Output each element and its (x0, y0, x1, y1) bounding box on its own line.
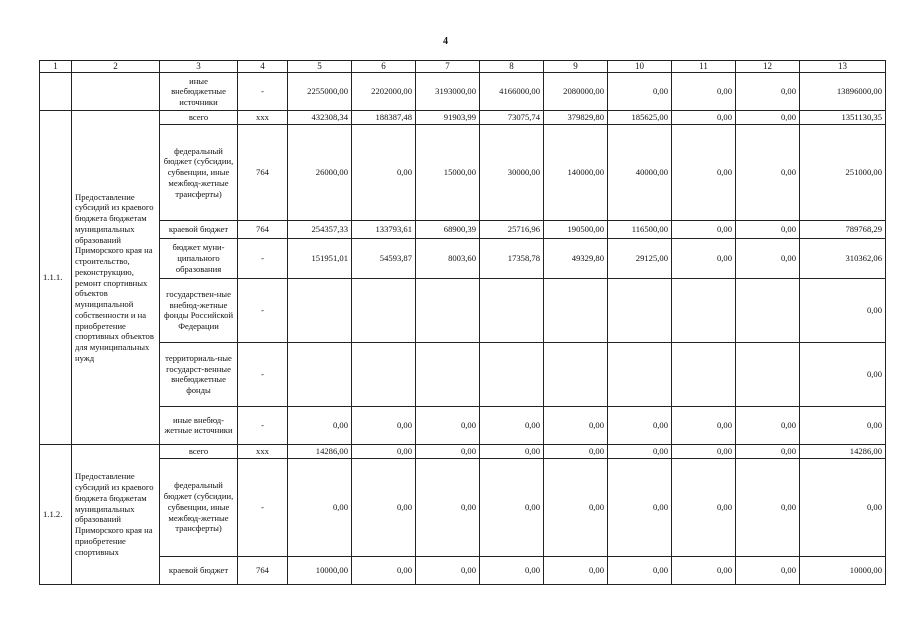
amount-cell: 26000,00 (288, 124, 352, 220)
table-row (40, 124, 886, 220)
funding-source: бюджет муни-ципального образования (160, 238, 238, 278)
name-cell-empty (72, 73, 160, 111)
amount-cell: 116500,00 (608, 220, 672, 238)
amount-cell: 0,00 (672, 220, 736, 238)
amount-cell: 0,00 (416, 444, 480, 458)
amount-cell: 0,00 (288, 458, 352, 556)
item-code: 1.1.1. (40, 111, 72, 445)
amount-cell: 251000,00 (800, 124, 886, 220)
amount-cell: 14286,00 (288, 444, 352, 458)
amount-cell: 310362,06 (800, 238, 886, 278)
amount-cell: 0,00 (672, 238, 736, 278)
amount-cell (352, 278, 416, 342)
funding-source: государствен-ные внебюд-жетные фонды Российской Федерации (160, 278, 238, 342)
amount-cell: 15000,00 (416, 124, 480, 220)
amount-cell (672, 342, 736, 406)
table-row (40, 73, 886, 111)
amount-cell: 379829,80 (544, 111, 608, 125)
amount-cell: 133793,61 (352, 220, 416, 238)
amount-cell: 0,00 (672, 556, 736, 584)
header-cell: 11 (672, 61, 736, 73)
kbk-code: 764 (238, 124, 288, 220)
amount-cell: 29125,00 (608, 238, 672, 278)
amount-cell: 0,00 (480, 444, 544, 458)
table-row (40, 458, 886, 556)
amount-cell: 8003,60 (416, 238, 480, 278)
amount-cell: 30000,00 (480, 124, 544, 220)
amount-cell: 185625,00 (608, 111, 672, 125)
amount-cell: 40000,00 (608, 124, 672, 220)
amount-cell: 0,00 (416, 556, 480, 584)
header-cell: 12 (736, 61, 800, 73)
amount-cell (288, 278, 352, 342)
kbk-code: ххх (238, 111, 288, 125)
amount-cell: 17358,78 (480, 238, 544, 278)
amount-cell: 0,00 (352, 556, 416, 584)
amount-cell: 2202000,00 (352, 73, 416, 111)
amount-cell (672, 278, 736, 342)
amount-cell: 0,00 (672, 124, 736, 220)
amount-cell: 3193000,00 (416, 73, 480, 111)
header-cell: 8 (480, 61, 544, 73)
kbk-code: - (238, 73, 288, 111)
amount-cell: 0,00 (544, 444, 608, 458)
amount-cell: 188387,48 (352, 111, 416, 125)
header-cell: 4 (238, 61, 288, 73)
amount-cell: 432308,34 (288, 111, 352, 125)
amount-cell: 254357,33 (288, 220, 352, 238)
item-name: Предоставление субсидий из краевого бюджета бюджетам муниципальных образований Приморского края на строительство, реконструкцию, ремонт спортивных объектов муниципальной собственности и на приобретение спортивных объектов для муниципальных нужд (72, 111, 160, 445)
amount-cell (480, 278, 544, 342)
item-name: Предоставление субсидий из краевого бюджета бюджетам муниципальных образований Приморского края на приобретение спортивных (72, 444, 160, 584)
amount-cell: 789768,29 (800, 220, 886, 238)
amount-cell (736, 342, 800, 406)
header-cell: 5 (288, 61, 352, 73)
funding-source: территориаль-ные государст-венные внебюджетные фонды (160, 342, 238, 406)
amount-cell: 0,00 (480, 458, 544, 556)
amount-cell: 0,00 (608, 73, 672, 111)
table-row (40, 342, 886, 406)
amount-cell: 10000,00 (288, 556, 352, 584)
amount-cell: 49329,80 (544, 238, 608, 278)
amount-cell: 0,00 (736, 458, 800, 556)
amount-cell: 0,00 (544, 556, 608, 584)
amount-cell: 68900,39 (416, 220, 480, 238)
amount-cell: 0,00 (672, 444, 736, 458)
amount-cell (480, 342, 544, 406)
kbk-code: - (238, 342, 288, 406)
table-row (40, 278, 886, 342)
amount-cell: 0,00 (608, 458, 672, 556)
code-cell-empty (40, 73, 72, 111)
amount-cell: 91903,99 (416, 111, 480, 125)
amount-cell: 0,00 (672, 458, 736, 556)
funding-source: всего (160, 444, 238, 458)
amount-cell (736, 278, 800, 342)
table-row (40, 406, 886, 444)
funding-source: иные внебюджетные источники (160, 73, 238, 111)
amount-cell: 0,00 (352, 124, 416, 220)
amount-cell: 54593,87 (352, 238, 416, 278)
amount-cell: 0,00 (672, 111, 736, 125)
amount-cell: 0,00 (800, 406, 886, 444)
header-cell: 13 (800, 61, 886, 73)
amount-cell (352, 342, 416, 406)
amount-cell: 0,00 (608, 444, 672, 458)
amount-cell: 0,00 (352, 406, 416, 444)
funding-source: федеральный бюджет (субсидии, субвенции, иные межбюд-жетные трансферты) (160, 124, 238, 220)
amount-cell (544, 278, 608, 342)
amount-cell: 10000,00 (800, 556, 886, 584)
amount-cell: 0,00 (736, 73, 800, 111)
amount-cell: 0,00 (480, 556, 544, 584)
amount-cell: 0,00 (416, 458, 480, 556)
header-cell: 1 (40, 61, 72, 73)
amount-cell: 151951,01 (288, 238, 352, 278)
amount-cell: 2255000,00 (288, 73, 352, 111)
budget-table (39, 60, 886, 585)
amount-cell: 0,00 (608, 556, 672, 584)
amount-cell: 0,00 (352, 458, 416, 556)
amount-cell: 0,00 (736, 406, 800, 444)
amount-cell: 0,00 (672, 73, 736, 111)
kbk-code: - (238, 278, 288, 342)
amount-cell (288, 342, 352, 406)
amount-cell: 0,00 (736, 124, 800, 220)
amount-cell: 0,00 (800, 278, 886, 342)
header-cell: 7 (416, 61, 480, 73)
table-row (40, 238, 886, 278)
amount-cell: 0,00 (736, 444, 800, 458)
funding-source: всего (160, 111, 238, 125)
amount-cell: 0,00 (544, 406, 608, 444)
item-code: 1.1.2. (40, 444, 72, 584)
funding-source: федеральный бюджет (субсидии, субвенции, иные межбюд-жетные трансферты) (160, 458, 238, 556)
amount-cell: 0,00 (672, 406, 736, 444)
amount-cell: 13896000,00 (800, 73, 886, 111)
amount-cell: 14286,00 (800, 444, 886, 458)
amount-cell: 73075,74 (480, 111, 544, 125)
amount-cell: 0,00 (800, 458, 886, 556)
amount-cell (608, 278, 672, 342)
funding-source: краевой бюджет (160, 220, 238, 238)
amount-cell: 0,00 (544, 458, 608, 556)
amount-cell (416, 278, 480, 342)
header-cell: 10 (608, 61, 672, 73)
kbk-code: ххх (238, 444, 288, 458)
kbk-code: - (238, 406, 288, 444)
amount-cell: 0,00 (352, 444, 416, 458)
amount-cell: 0,00 (800, 342, 886, 406)
amount-cell: 0,00 (736, 556, 800, 584)
amount-cell (416, 342, 480, 406)
amount-cell: 0,00 (736, 220, 800, 238)
amount-cell: 0,00 (736, 111, 800, 125)
amount-cell: 190500,00 (544, 220, 608, 238)
amount-cell: 0,00 (480, 406, 544, 444)
table-row (40, 111, 886, 125)
amount-cell: 0,00 (416, 406, 480, 444)
table-row (40, 556, 886, 584)
funding-source: краевой бюджет (160, 556, 238, 584)
table-row (40, 220, 886, 238)
amount-cell: 1351130,35 (800, 111, 886, 125)
header-cell: 6 (352, 61, 416, 73)
header-cell: 9 (544, 61, 608, 73)
amount-cell: 2080000,00 (544, 73, 608, 111)
amount-cell: 0,00 (288, 406, 352, 444)
amount-cell: 4166000,00 (480, 73, 544, 111)
table-row (40, 444, 886, 458)
kbk-code: 764 (238, 220, 288, 238)
header-cell: 2 (72, 61, 160, 73)
amount-cell (544, 342, 608, 406)
amount-cell: 25716,96 (480, 220, 544, 238)
amount-cell: 0,00 (736, 238, 800, 278)
funding-source: иные внебюд-жетные источники (160, 406, 238, 444)
amount-cell: 0,00 (608, 406, 672, 444)
kbk-code: 764 (238, 556, 288, 584)
kbk-code: - (238, 458, 288, 556)
amount-cell: 140000,00 (544, 124, 608, 220)
header-row (40, 61, 886, 73)
page-number: 4 (443, 36, 448, 47)
table-body (40, 61, 886, 585)
header-cell: 3 (160, 61, 238, 73)
amount-cell (608, 342, 672, 406)
kbk-code: - (238, 238, 288, 278)
